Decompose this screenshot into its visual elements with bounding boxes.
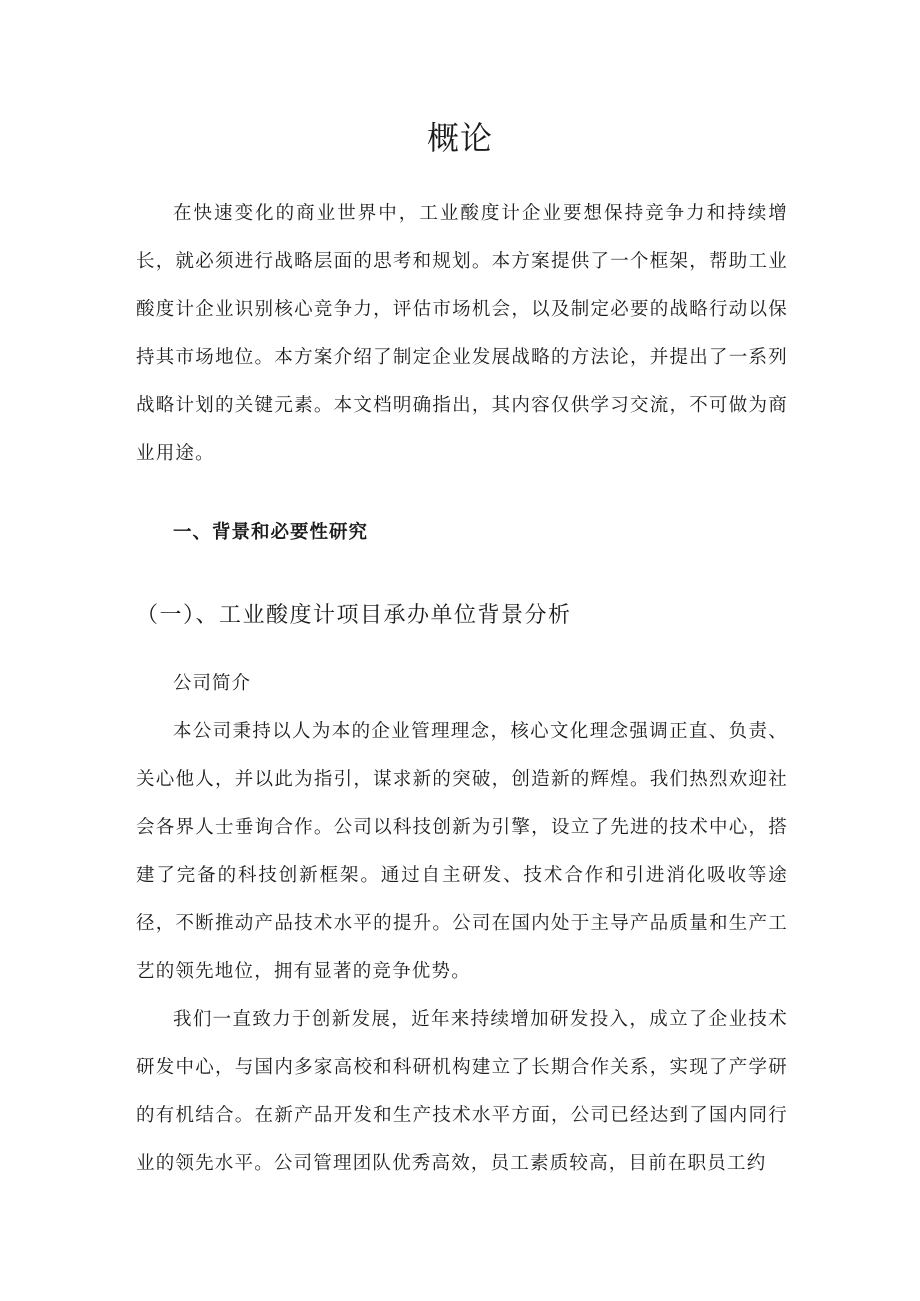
company-paragraph-1: 本公司秉持以人为本的企业管理理念，核心文化理念强调正直、负责、关心他人，并以此为指引，谋求新的突破，创造新的辉煌。我们热烈欢迎社会各界人士垂询合作。公司以科技创新为引擎，设立了先进的技术中心，搭建了完备的科技创新框架。通过自主研发、技术合作和引进消化吸收等途径，不断推动产品技术水平的提升。公司在国内处于主导产品质量和生产工艺的领先地位，拥有显著的竞争优势。: [136, 721, 788, 982]
intro-paragraph: 在快速变化的商业世界中，工业酸度计企业要想保持竞争力和持续增长，就必须进行战略层面的思考和规划。本方案提供了一个框架，帮助工业酸度计企业识别核心竞争力，评估市场机会，以及制定必要的战略行动以保持其市场地位。本方案介绍了制定企业发展战略的方法论，并提出了一系列战略计划的关键元素。本文档明确指出，其内容仅供学习交流，不可做为商业用途。: [136, 203, 788, 464]
subsection-heading-sponsor-analysis: （一）、工业酸度计项目承办单位背景分析: [136, 603, 572, 628]
section-heading-background: 一、背景和必要性研究: [173, 522, 369, 543]
company-intro-heading: 公司简介: [173, 673, 252, 694]
company-paragraph-2: 我们一直致力于创新发展，近年来持续增加研发投入，成立了企业技术研发中心，与国内多家高校和科研机构建立了长期合作关系，实现了产学研的有机结合。在新产品开发和生产技术水平方面，公司已经达到了国内同行业的领先水平。公司管理团队优秀高效，员工素质较高，目前在职员工约: [136, 1009, 788, 1174]
page-title: 概论: [426, 119, 493, 157]
